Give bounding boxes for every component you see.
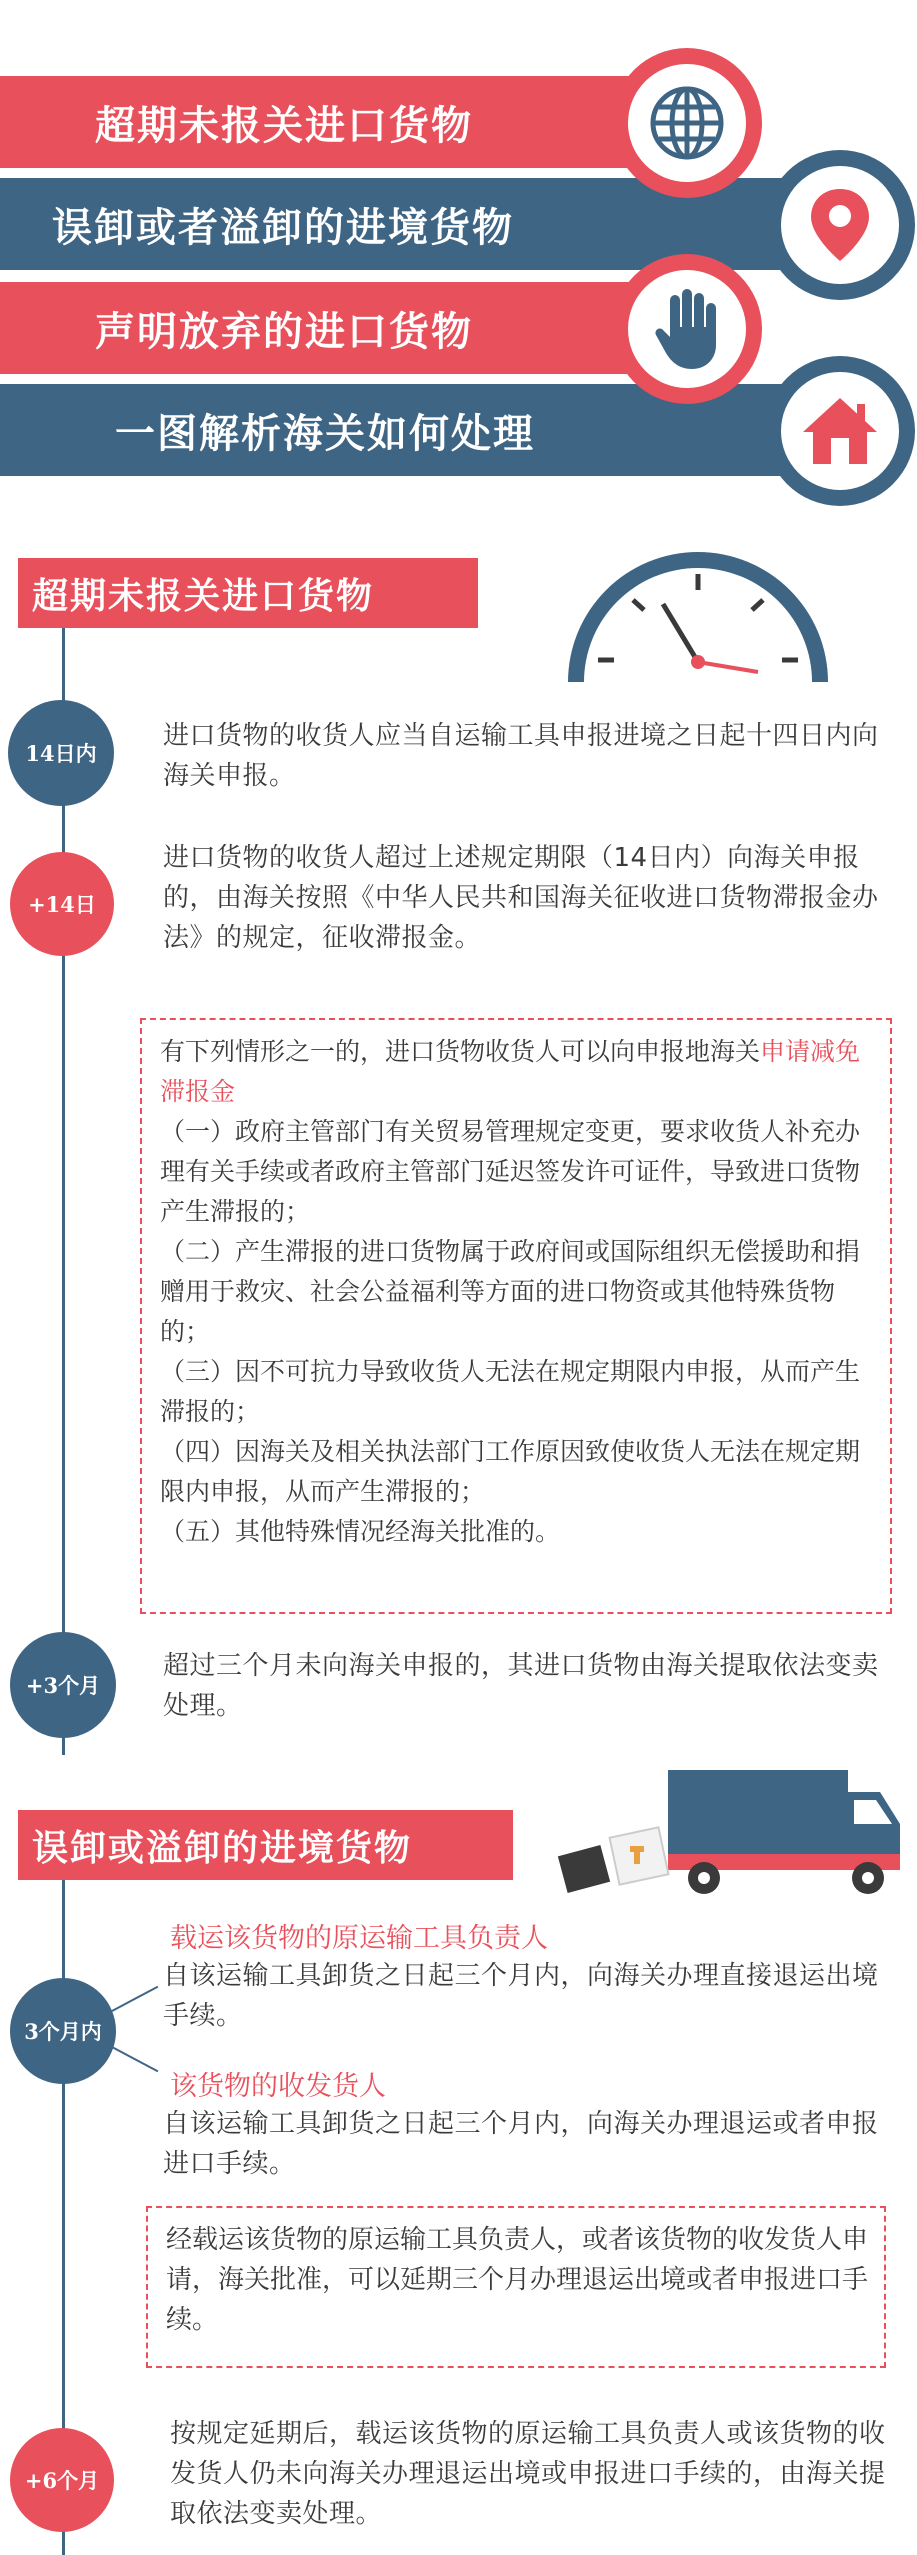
item-plus-14-days-text: 进口货物的收货人超过上述规定期限（14日内）向海关申报的，由海关按照《中华人民共和国海关征收进口货物滞报金办法》的规定，征收滞报金。 xyxy=(163,843,879,953)
box-intro-text: 有下列情形之一的，进口货物收货人可以向申报地海关 xyxy=(160,1037,761,1066)
hand-stop-icon xyxy=(652,287,722,371)
location-pin-icon xyxy=(805,185,875,265)
extension-box-text: 经载运该货物的原运输工具负责人，或者该货物的收发货人申请，海关批准，可以延期三个月办理退运出境或者申报进口手续。 xyxy=(166,2225,869,2335)
banner-3-text: 声明放弃的进口货物 xyxy=(95,308,473,355)
badge-14-days-text: 14日内 xyxy=(25,741,97,766)
globe-icon xyxy=(647,83,727,163)
clock-icon xyxy=(558,532,838,682)
item-14-days-text: 进口货物的收货人应当自运输工具申报进境之日起十四日内向海关申报。 xyxy=(163,721,879,791)
section-1-title-text: 超期未报关进口货物 xyxy=(32,575,375,617)
label-original-carrier: 载运该货物的原运输工具负责人 xyxy=(170,1923,548,1954)
text-original-carrier: 自该运输工具卸货之日起三个月内，向海关办理直接退运出境手续。 xyxy=(163,1961,879,2031)
badge-plus-14-days xyxy=(10,852,114,956)
condition-2: （二）产生滞报的进口货物属于政府间或国际组织无偿援助和捐赠用于救灾、社会公益福利等方面的进口物资或其他特殊货物的； xyxy=(160,1237,861,1346)
banner-3 xyxy=(0,282,640,374)
condition-3: （三）因不可抗力导致收货人无法在规定期限内申报，从而产生滞报的； xyxy=(160,1357,861,1426)
condition-4: （四）因海关及相关执法部门工作原因致使收货人无法在规定期限内申报，从而产生滞报的； xyxy=(160,1437,861,1506)
connector-down xyxy=(112,2046,159,2072)
badge-plus-6-months-text: +6个月 xyxy=(24,2468,100,2493)
section-1-title xyxy=(18,558,478,628)
condition-1: （一）政府主管部门有关贸易管理规定变更，要求收货人补充办理有关手续或者政府主管部门延迟签发许可证件，导致进口货物产生滞报的； xyxy=(160,1117,861,1226)
badge-plus-14-days-text: +14日 xyxy=(28,892,96,917)
box-highlight: 申请减免滞报金 xyxy=(160,1037,861,1106)
connector-up xyxy=(112,1986,159,2012)
truck-icon xyxy=(548,1762,908,1902)
item-plus-3-months-text: 超过三个月未向海关申报的，其进口货物由海关提取依法变卖处理。 xyxy=(163,1651,879,1721)
house-icon xyxy=(799,394,881,468)
section-2-title-text: 误卸或溢卸的进境货物 xyxy=(32,1827,413,1869)
text-plus-6-months: 按规定延期后，载运该货物的原运输工具负责人或该货物的收发货人仍未向海关办理退运出境或申报进口手续的，由海关提取依法变卖处理。 xyxy=(170,2419,886,2529)
badge-plus-6-months xyxy=(10,2428,114,2532)
extension-box xyxy=(146,2206,886,2368)
banner-1 xyxy=(0,76,640,168)
banner-1-text: 超期未报关进口货物 xyxy=(95,102,473,149)
badge-3-months xyxy=(10,1978,116,2084)
pin-icon-circle xyxy=(765,150,915,300)
condition-5: （五）其他特殊情况经海关批准的。 xyxy=(160,1517,561,1546)
house-icon-circle xyxy=(765,356,915,506)
banner-2-text: 误卸或者溢卸的进境货物 xyxy=(52,204,514,251)
badge-plus-3-months xyxy=(10,1632,116,1738)
globe-icon-circle xyxy=(612,48,762,198)
label-consignee: 该货物的收发货人 xyxy=(170,2071,386,2102)
badge-14-days xyxy=(8,700,114,806)
badge-3-months-text: 3个月内 xyxy=(24,2019,102,2044)
banner-4-text: 一图解析海关如何处理 xyxy=(115,410,535,457)
box-intro xyxy=(160,1032,874,1112)
hand-icon-circle xyxy=(612,254,762,404)
text-consignee: 自该运输工具卸货之日起三个月内，向海关办理退运或者申报进口手续。 xyxy=(163,2109,879,2179)
reduction-conditions-box xyxy=(140,1018,892,1614)
badge-plus-3-months-text: +3个月 xyxy=(25,1673,101,1698)
section-2-title xyxy=(18,1810,513,1880)
